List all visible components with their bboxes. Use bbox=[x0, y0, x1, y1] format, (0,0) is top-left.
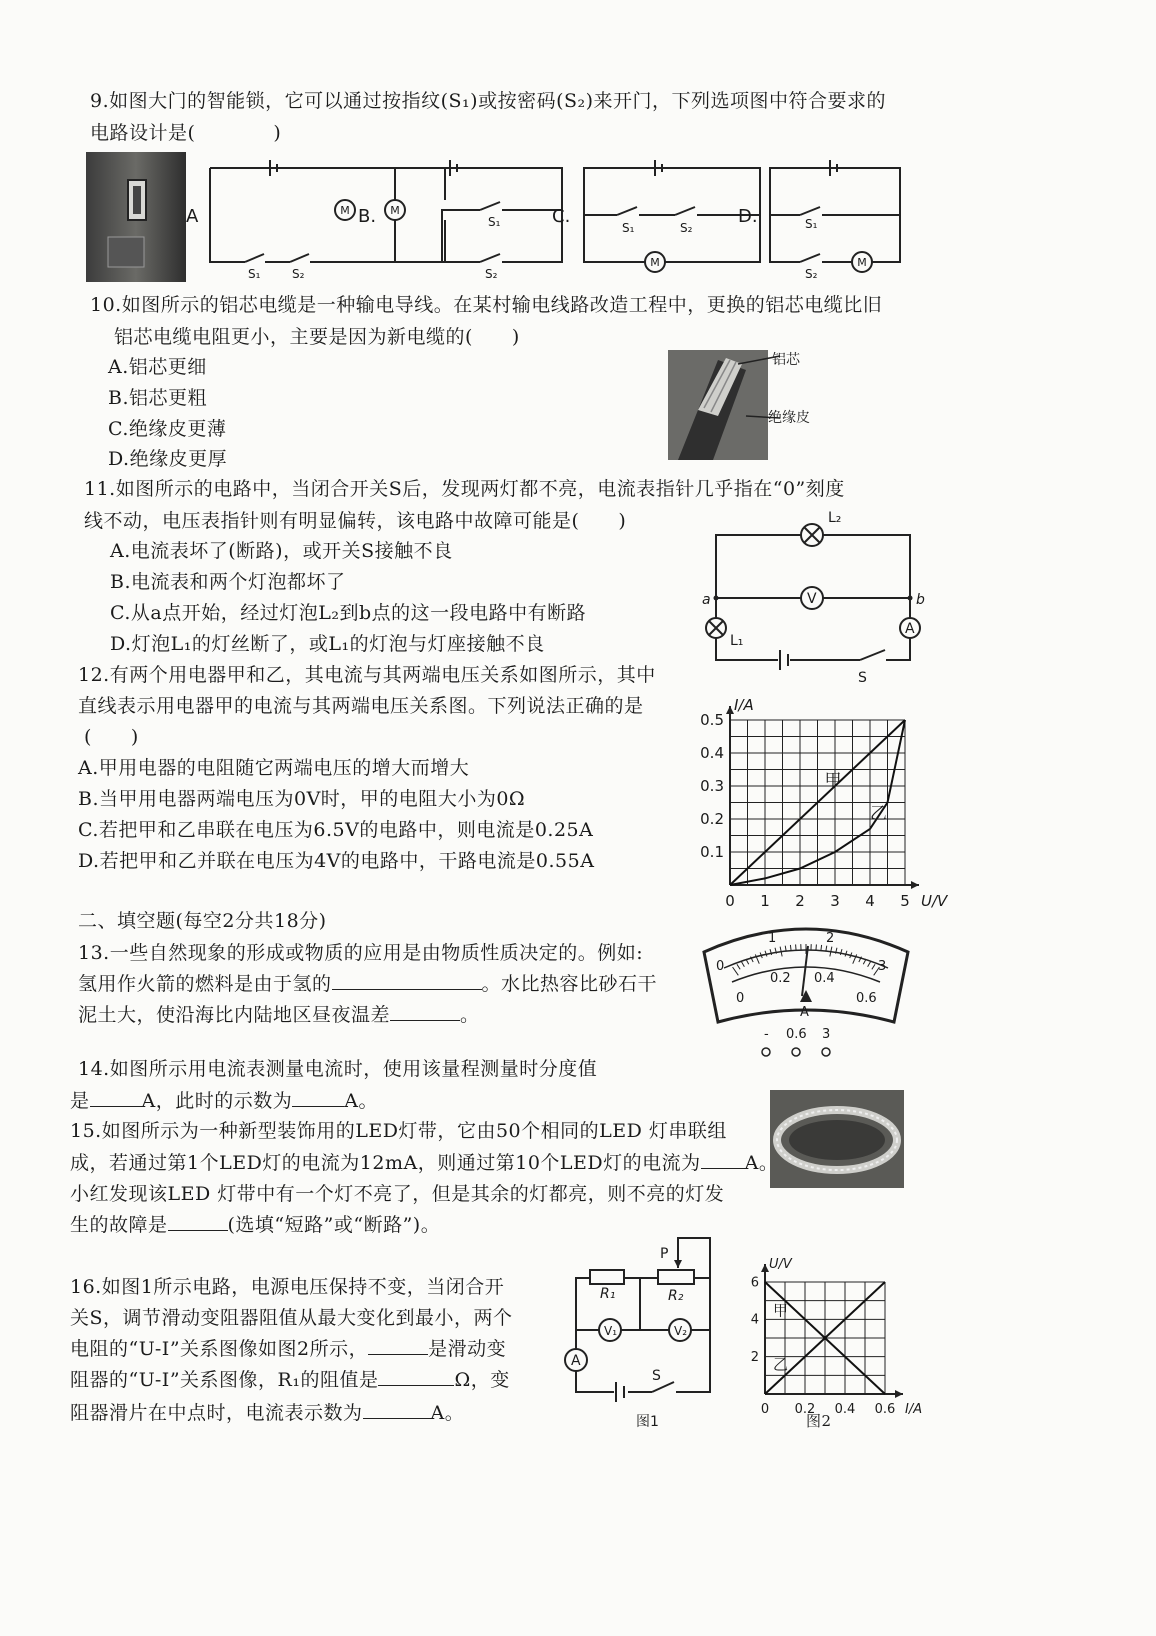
y-tick-label: 4 bbox=[750, 1312, 759, 1328]
motor-d: M bbox=[857, 256, 867, 269]
q16-fig1-circuit bbox=[560, 1232, 730, 1432]
motor-c: M bbox=[650, 256, 660, 269]
x-axis-arrow bbox=[895, 1390, 903, 1398]
x-tick-label: 5 bbox=[900, 892, 910, 910]
q16-fig2-ui-chart bbox=[740, 1232, 923, 1432]
q11-option-a: A.电流表坏了(断路)，或开关S接触不良 bbox=[110, 540, 453, 562]
top-tick-1: 1 bbox=[768, 931, 777, 946]
x-axis-label: U/V bbox=[921, 892, 948, 910]
voltmeter-label: V bbox=[807, 591, 817, 607]
core-label: 铝芯 bbox=[772, 352, 800, 368]
y-tick-label: 0.5 bbox=[700, 711, 724, 729]
q14-blank-2[interactable] bbox=[292, 1088, 344, 1107]
q12-option-b: B.当甲用电器两端电压为0V时，甲的电阻大小为0Ω bbox=[78, 788, 526, 810]
bottom-tick-0: 0 bbox=[736, 991, 745, 1006]
q11-line1: 11.如图所示的电路中，当闭合开关S后，发现两灯都不亮，电流表指针几乎指在“0”刻度 bbox=[84, 478, 845, 500]
q11-option-c: C.从a点开始，经过灯泡L₂到b点的这一段电路中有断路 bbox=[110, 602, 587, 624]
x-tick-label: 2 bbox=[795, 892, 805, 910]
b-s2: S₂ bbox=[485, 267, 498, 281]
slider-p-label: P bbox=[660, 1246, 669, 1262]
terminal-3: 3 bbox=[822, 1027, 831, 1042]
y-axis-arrow bbox=[761, 1264, 769, 1272]
q12-iu-chart bbox=[690, 685, 960, 915]
x-tick-label: 0 bbox=[760, 1402, 770, 1417]
d-s2: S₂ bbox=[805, 267, 818, 281]
x-tick-label: 0 bbox=[725, 892, 735, 910]
x-tick-label: 1 bbox=[760, 892, 770, 910]
q16-blank-1[interactable] bbox=[368, 1336, 428, 1355]
y-axis-label: U/V bbox=[769, 1257, 792, 1272]
q14-line2: 是 A，此时的示数为 A。 bbox=[70, 1090, 378, 1112]
option-a-label: A bbox=[186, 206, 199, 227]
q10-option-a: A.铝芯更细 bbox=[108, 356, 207, 378]
q14-line1: 14.如图所示用电流表测量电流时，使用该量程测量时分度值 bbox=[78, 1058, 598, 1080]
q15-line3: 小红发现该LED 灯带中有一个灯不亮了，但是其余的灯都亮，则不亮的灯发 bbox=[70, 1183, 725, 1205]
y-tick-label: 0.3 bbox=[700, 777, 724, 795]
terminal-neg: - bbox=[764, 1027, 769, 1042]
option-b-label: B. bbox=[358, 206, 377, 227]
x-tick-label: 3 bbox=[830, 892, 840, 910]
series-0-label: 甲 bbox=[824, 771, 842, 791]
x-tick-label: 0.2 bbox=[794, 1402, 816, 1417]
q15-blank-2[interactable] bbox=[168, 1212, 228, 1231]
q10-option-d: D.绝缘皮更厚 bbox=[108, 448, 228, 470]
r1-label: R₁ bbox=[600, 1286, 616, 1302]
smart-lock-photo bbox=[86, 152, 186, 282]
fig1-switch-label: S bbox=[652, 1368, 661, 1384]
y-axis-label: I/A bbox=[734, 696, 754, 714]
q10-line1: 10.如图所示的铝芯电缆是一种输电导线。在某村输电线路改造工程中，更换的铝芯电缆比旧 bbox=[90, 294, 883, 316]
q12-option-a: A.甲用电器的电阻随它两端电压的增大而增大 bbox=[78, 757, 470, 779]
lamp-l1-label: L₁ bbox=[730, 633, 744, 649]
x-tick-label: 4 bbox=[865, 892, 875, 910]
fig1-caption: 图1 bbox=[636, 1414, 659, 1430]
q11-line2: 线不动，电压表指针则有明显偏转，该电路中故障可能是( ) bbox=[84, 510, 627, 532]
ammeter-unit: A bbox=[800, 1005, 809, 1020]
q14-blank-1[interactable] bbox=[90, 1088, 142, 1107]
y-tick-label: 0.1 bbox=[700, 843, 724, 861]
series-0-label: 甲 bbox=[773, 1301, 789, 1320]
ammeter-dial bbox=[696, 912, 916, 1062]
q16-line2: 关S，调节滑动变阻器阻值从最大变化到最小，两个 bbox=[70, 1307, 513, 1329]
ammeter-label: A bbox=[905, 621, 915, 637]
top-tick-0: 0 bbox=[716, 959, 725, 974]
terminal-06: 0.6 bbox=[786, 1027, 807, 1042]
d-s1: S₁ bbox=[805, 217, 818, 231]
motor-b: M bbox=[390, 204, 400, 217]
insulation-label: 绝缘皮 bbox=[768, 410, 810, 426]
q16-line5: 阻器滑片在中点时，电流表示数为 A。 bbox=[70, 1402, 465, 1424]
q15-line1: 15.如图所示为一种新型装饰用的LED灯带，它由50个相同的LED 灯串联组 bbox=[70, 1120, 727, 1142]
option-d-label: D. bbox=[738, 206, 758, 227]
q12-option-c: C.若把甲和乙串联在电压为6.5V的电路中，则电流是0.25A bbox=[78, 819, 594, 841]
bottom-tick-3: 0.6 bbox=[856, 991, 877, 1006]
fig1-ammeter-label: A bbox=[571, 1353, 581, 1369]
q15-line4: 生的故障是 (选填“短路”或“断路”)。 bbox=[70, 1214, 441, 1236]
y-tick-label: 0.4 bbox=[700, 744, 724, 762]
x-axis-label: I/A bbox=[905, 1402, 923, 1417]
y-axis-arrow bbox=[726, 706, 734, 714]
q11-option-d: D.灯泡L₁的灯丝断了，或L₁的灯泡与灯座接触不良 bbox=[110, 633, 545, 655]
bottom-tick-1: 0.2 bbox=[770, 971, 791, 986]
series-1-label: 乙 bbox=[870, 804, 887, 824]
q11-circuit bbox=[700, 500, 930, 690]
top-tick-3: 3 bbox=[878, 959, 887, 974]
c-s2: S₂ bbox=[680, 221, 693, 235]
series-1-label: 乙 bbox=[773, 1355, 789, 1374]
a-s2: S₂ bbox=[292, 267, 305, 281]
v2-label: V₂ bbox=[674, 1324, 688, 1338]
q16-blank-3[interactable] bbox=[363, 1400, 431, 1419]
q13-line1: 13.一些自然现象的形成或物质的应用是由物质性质决定的。例如: bbox=[78, 942, 644, 964]
q11-option-b: B.电流表和两个灯泡都坏了 bbox=[110, 571, 346, 593]
y-tick-label: 0.2 bbox=[700, 810, 724, 828]
top-tick-2: 2 bbox=[826, 931, 835, 946]
switch-s-label: S bbox=[858, 670, 867, 686]
point-b-label: b bbox=[916, 592, 925, 608]
q12-line3: ( ) bbox=[84, 726, 139, 748]
x-tick-label: 0.4 bbox=[834, 1402, 856, 1417]
fig2-caption: 图2 bbox=[806, 1412, 832, 1430]
q15-line2: 成，若通过第1个LED灯的电流为12mA，则通过第10个LED灯的电流为 A。 bbox=[70, 1152, 779, 1174]
c-s1: S₁ bbox=[622, 221, 635, 235]
q15-blank-1[interactable] bbox=[701, 1150, 745, 1169]
x-axis-arrow bbox=[911, 881, 919, 889]
q16-line3: 电阻的“U-I”关系图像如图2所示， 是滑动变 bbox=[70, 1338, 507, 1360]
q16-line1: 16.如图1所示电路，电源电压保持不变，当闭合开 bbox=[70, 1276, 505, 1298]
y-tick-label: 2 bbox=[750, 1350, 759, 1365]
lamp-l2-label: L₂ bbox=[828, 510, 842, 526]
point-a-label: a bbox=[702, 592, 711, 608]
v1-label: V₁ bbox=[604, 1324, 618, 1338]
q12-line2: 直线表示用电器甲的电流与其两端电压关系图。下列说法正确的是 bbox=[78, 695, 644, 717]
q13-blank-2[interactable] bbox=[390, 1002, 460, 1021]
a-s1: S₁ bbox=[248, 267, 261, 281]
q12-option-d: D.若把甲和乙并联在电压为4V的电路中，干路电流是0.55A bbox=[78, 850, 595, 872]
q10-option-c: C.绝缘皮更薄 bbox=[108, 418, 227, 440]
q13-line2: 氢用作火箭的燃料是由于氢的 。水比热容比砂石干 bbox=[78, 973, 658, 995]
bottom-tick-2: 0.4 bbox=[814, 971, 835, 986]
motor-a: M bbox=[340, 204, 350, 217]
r2-label: R₂ bbox=[668, 1288, 684, 1304]
led-strip-photo bbox=[770, 1090, 904, 1188]
q16-line4: 阻器的“U-I”关系图像，R₁的阻值是 Ω，变 bbox=[70, 1369, 510, 1391]
q16-blank-2[interactable] bbox=[378, 1367, 454, 1386]
section2-title: 二、填空题(每空2分共18分) bbox=[78, 910, 327, 932]
q9-line2: 电路设计是( ) bbox=[90, 122, 282, 144]
q13-blank-1[interactable] bbox=[332, 971, 482, 990]
option-c-label: C. bbox=[552, 206, 571, 227]
q12-line1: 12.有两个用电器甲和乙，其电流与其两端电压关系如图所示，其中 bbox=[78, 664, 656, 686]
b-s1: S₁ bbox=[488, 215, 501, 229]
q13-line3: 泥土大，使沿海比内陆地区昼夜温差 。 bbox=[78, 1004, 480, 1026]
q9-line1: 9.如图大门的智能锁，它可以通过按指纹(S₁)或按密码(S₂)来开门，下列选项图中符合要求的 bbox=[90, 90, 887, 112]
q10-option-b: B.铝芯更粗 bbox=[108, 387, 208, 409]
x-tick-label: 0.6 bbox=[874, 1402, 896, 1417]
q9-options-figure bbox=[180, 150, 920, 280]
cable-photo bbox=[668, 350, 838, 460]
y-tick-label: 6 bbox=[750, 1275, 759, 1291]
q10-line2: 铝芯电缆电阻更小，主要是因为新电缆的( ) bbox=[114, 326, 520, 348]
